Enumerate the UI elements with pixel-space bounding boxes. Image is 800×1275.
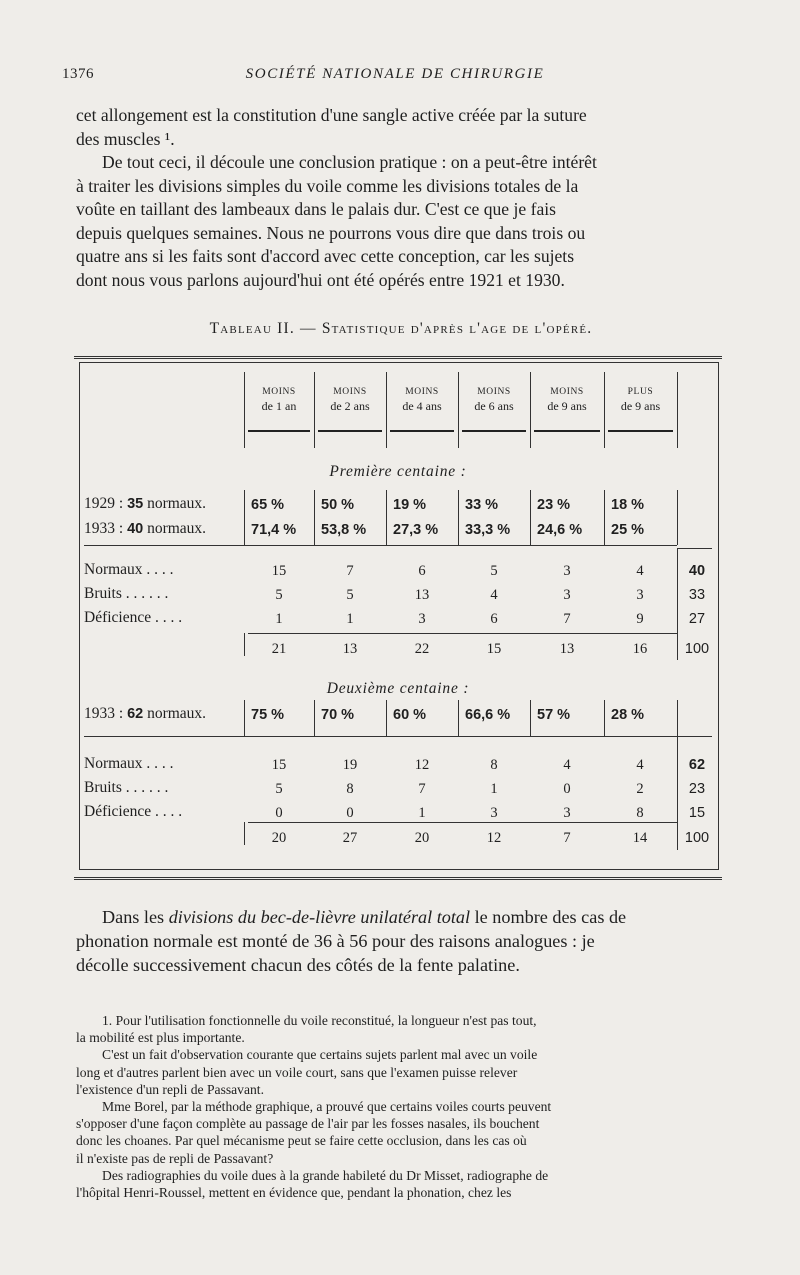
footnote-line: donc les choanes. Par quel mécanisme peut se faire cette occlusion, dans les cas où: [76, 1133, 527, 1149]
count-cell: 3: [563, 805, 571, 821]
column-header-top: MOINS: [262, 387, 296, 397]
count-cell: 3: [563, 587, 571, 603]
count-cell: 19: [342, 757, 358, 773]
intro-paragraph: [76, 104, 726, 292]
count-cell: 4: [636, 563, 644, 579]
footnote-line: l'hôpital Henri-Roussel, mettent en évidence que, pendant la phonation, chez les: [76, 1185, 512, 1201]
column-header: [386, 385, 458, 413]
count-cell: 2: [636, 781, 644, 797]
percentage-cell: 70 %: [321, 707, 355, 723]
row-label-count: 35: [127, 496, 144, 512]
footnote-line: l'existence d'un repli de Passavant.: [76, 1081, 264, 1097]
percentage-cell: 33,3 %: [465, 522, 511, 538]
percentage-cell: 24,6 %: [537, 522, 583, 538]
table-rule: [677, 700, 678, 736]
row-label: Normaux . . . .: [84, 561, 174, 578]
table-rule: [677, 548, 712, 549]
column-header: [458, 385, 530, 413]
count-cell: 8: [636, 805, 644, 821]
table-caption: [76, 320, 726, 338]
count-cell: 3: [636, 587, 644, 603]
table-rule: [677, 548, 678, 660]
count-cell: 7: [563, 611, 571, 627]
column-header-top: MOINS: [405, 387, 439, 397]
table-rule: [244, 372, 245, 448]
table-rule: [530, 700, 531, 736]
table-rule: [386, 700, 387, 736]
footnote-line: C'est un fait d'observation courante que certains sujets parlent mal avec un voile: [102, 1047, 538, 1063]
table-rule: [248, 633, 677, 634]
table-rule: [530, 490, 531, 545]
percentage-cell: 23 %: [537, 497, 571, 513]
text-line: [76, 905, 726, 929]
running-title: SOCIÉTÉ NATIONALE DE CHIRURGIE: [245, 66, 545, 82]
column-header: [604, 385, 677, 413]
table-rule: [244, 490, 245, 545]
table-rule: [244, 633, 245, 656]
text-line: dont nous vous parlons aujourd'hui ont été opérés entre 1921 et 1930.: [76, 269, 565, 290]
emphasis-text: divisions du bec-de-lièvre unilatéral total: [168, 907, 471, 927]
count-cell: 4: [636, 757, 644, 773]
conclusion-paragraph: [76, 905, 726, 977]
column-header: [530, 385, 604, 413]
grand-total-cell: 100: [684, 830, 710, 846]
row-total-cell: 23: [688, 781, 706, 797]
table-rule: [677, 372, 678, 448]
row-label-count: 62: [127, 706, 144, 722]
column-header-top: MOINS: [333, 387, 367, 397]
column-header-bottom: de 4 ans: [402, 399, 442, 413]
text-line: voûte en taillant des lambeaux dans le palais dur. C'est ce que je fais: [76, 199, 557, 219]
count-cell: 6: [418, 563, 426, 579]
count-cell: 5: [490, 563, 498, 579]
section-title: Première centaine :: [329, 463, 467, 480]
percentage-cell: 19 %: [393, 497, 427, 513]
table-rule: [244, 700, 245, 736]
footnote-line: s'opposer d'une façon complète au passage de l'air par les fosses nasales, ils bouchent: [76, 1116, 540, 1132]
column-sum-cell: 27: [342, 830, 358, 846]
grand-total-cell: 100: [684, 641, 710, 657]
table-rule: [314, 700, 315, 736]
row-label-text: normaux.: [143, 495, 207, 512]
column-sum-cell: 14: [632, 830, 648, 846]
count-cell: 15: [271, 563, 287, 579]
column-header: [314, 385, 386, 413]
text-line: décolle successivement chacun des côtés de la fente palatine.: [76, 955, 520, 975]
table-rule: [314, 490, 315, 545]
column-sum-cell: 20: [271, 830, 287, 846]
count-cell: 0: [275, 805, 283, 821]
percentage-cell: 53,8 %: [321, 522, 367, 538]
table-rule: [386, 490, 387, 545]
row-label: Déficience . . . .: [84, 609, 183, 626]
table-rule: [604, 490, 605, 545]
count-cell: 4: [563, 757, 571, 773]
count-cell: 5: [275, 587, 283, 603]
count-cell: 13: [414, 587, 430, 603]
text-line: des muscles ¹.: [76, 128, 175, 149]
table-rule: [530, 372, 531, 448]
table-rule: [604, 372, 605, 448]
row-total-cell: 33: [688, 587, 706, 603]
table-rule: [386, 372, 387, 448]
count-cell: 5: [275, 781, 283, 797]
footnote-line: Mme Borel, par la méthode graphique, a prouvé que certains voiles courts peuvent: [102, 1099, 552, 1115]
count-cell: 1: [346, 611, 354, 627]
count-cell: 0: [563, 781, 571, 797]
count-cell: 0: [346, 805, 354, 821]
table-rule: [608, 430, 673, 432]
row-label-count: 40: [127, 521, 144, 537]
column-sum-cell: 13: [342, 641, 358, 657]
row-label: [84, 520, 242, 538]
text-line: depuis quelques semaines. Nous ne pourrons vous dire que dans trois ou: [76, 222, 586, 243]
count-cell: 7: [346, 563, 354, 579]
percentage-cell: 50 %: [321, 497, 355, 513]
column-header-bottom: de 2 ans: [330, 399, 370, 413]
count-cell: 5: [346, 587, 354, 603]
column-header-bottom: de 9 ans: [547, 399, 587, 413]
row-label: [84, 495, 242, 513]
table-caption-text: Tableau II. — Statistique d'après l'age de l'opéré.: [209, 320, 593, 337]
column-sum-cell: 12: [486, 830, 502, 846]
footnote-line: long et d'autres parlent bien avec un voile court, sans que l'examen puisse relever: [76, 1064, 518, 1080]
table-rule: [458, 490, 459, 545]
footnote-line: 1. Pour l'utilisation fonctionnelle du voile reconstitué, la longueur n'est pas tout,: [102, 1013, 537, 1028]
count-cell: 8: [346, 781, 354, 797]
table-rule: [604, 700, 605, 736]
column-sum-cell: 16: [632, 641, 648, 657]
page-number: 1376: [62, 66, 94, 82]
count-cell: 1: [275, 611, 283, 627]
count-cell: 1: [418, 805, 426, 821]
row-label: Déficience . . . .: [84, 803, 183, 820]
row-label: Bruits . . . . . .: [84, 585, 169, 602]
text-line: cet allongement est la constitution d'une sangle active créée par la suture: [76, 105, 587, 125]
table-rule: [458, 372, 459, 448]
row-total-cell: 27: [688, 611, 706, 627]
column-header-top: MOINS: [477, 387, 511, 397]
table-rule: [248, 822, 677, 823]
percentage-cell: 60 %: [393, 707, 427, 723]
table-rule: [677, 736, 712, 737]
percentage-cell: 18 %: [611, 497, 645, 513]
footnotes: [76, 1012, 726, 1201]
percentage-cell: 28 %: [611, 707, 645, 723]
row-label: Bruits . . . . . .: [84, 779, 169, 796]
column-sum-cell: 20: [414, 830, 430, 846]
text-line: quatre ans si les faits sont d'accord avec cette conception, car les sujets: [76, 246, 575, 266]
count-cell: 3: [563, 563, 571, 579]
row-label: Normaux . . . .: [84, 755, 174, 772]
table-rule: [248, 430, 310, 432]
table-rule: [677, 490, 678, 545]
percentage-cell: 75 %: [251, 707, 285, 723]
table-rule: [390, 430, 454, 432]
text-line: De tout ceci, il découle une conclusion pratique : on a peut-être intérêt: [102, 152, 597, 172]
text-line: à traiter les divisions simples du voile comme les divisions totales de la: [76, 175, 579, 196]
percentage-cell: 33 %: [465, 497, 499, 513]
text-line: phonation normale est monté de 36 à 56 pour des raisons analogues : je: [76, 931, 595, 951]
count-cell: 3: [490, 805, 498, 821]
column-header-bottom: de 9 ans: [620, 399, 661, 413]
row-label-text: normaux.: [143, 520, 207, 537]
page-header: [62, 66, 728, 88]
percentage-cell: 27,3 %: [393, 522, 439, 538]
count-cell: 4: [490, 587, 498, 603]
row-label-year: 1933 :: [84, 705, 128, 722]
table-rule: [677, 736, 678, 850]
row-label-text: normaux.: [143, 705, 207, 722]
row-label-year: 1933 :: [84, 520, 128, 537]
percentage-cell: 57 %: [537, 707, 571, 723]
table-rule: [318, 430, 382, 432]
column-sum-cell: 7: [563, 830, 571, 846]
percentage-cell: 71,4 %: [251, 522, 297, 538]
footnote-line: la mobilité est plus importante.: [76, 1030, 245, 1046]
column-header: [244, 385, 314, 413]
percentage-cell: 25 %: [611, 522, 645, 538]
percentage-cell: 66,6 %: [465, 707, 511, 723]
count-cell: 3: [418, 611, 426, 627]
table-rule: [314, 372, 315, 448]
table-rule: [84, 545, 677, 546]
column-sum-cell: 13: [559, 641, 575, 657]
count-cell: 6: [490, 611, 498, 627]
table-rule: [244, 822, 245, 845]
row-total-cell: 40: [688, 563, 706, 579]
table-rule: [84, 736, 677, 737]
table-rule: [462, 430, 526, 432]
column-sum-cell: 21: [271, 641, 287, 657]
column-header-bottom: de 1 an: [261, 399, 297, 413]
section-title: Deuxième centaine :: [326, 680, 470, 697]
footnote-line: Des radiographies du voile dues à la grande habileté du Dr Misset, radiographe de: [102, 1167, 549, 1183]
row-label: [84, 705, 242, 723]
count-cell: 8: [490, 757, 498, 773]
column-header-bottom: de 6 ans: [474, 399, 514, 413]
row-label-year: 1929 :: [84, 495, 128, 512]
table-rule: [458, 700, 459, 736]
column-sum-cell: 15: [486, 641, 502, 657]
table-rule: [534, 430, 600, 432]
column-header-top: MOINS: [550, 387, 584, 397]
count-cell: 12: [414, 757, 430, 773]
count-cell: 7: [418, 781, 426, 797]
row-total-cell: 15: [688, 805, 706, 821]
count-cell: 9: [636, 611, 644, 627]
column-header-top: PLUS: [627, 387, 654, 397]
count-cell: 15: [271, 757, 287, 773]
count-cell: 1: [490, 781, 498, 797]
column-sum-cell: 22: [414, 641, 430, 657]
row-total-cell: 62: [688, 757, 706, 773]
footnote-line: il n'existe pas de repli de Passavant?: [76, 1150, 274, 1166]
percentage-cell: 65 %: [251, 497, 285, 513]
text-segment: Dans les: [102, 907, 169, 927]
text-segment: le nombre des cas de: [470, 907, 627, 927]
